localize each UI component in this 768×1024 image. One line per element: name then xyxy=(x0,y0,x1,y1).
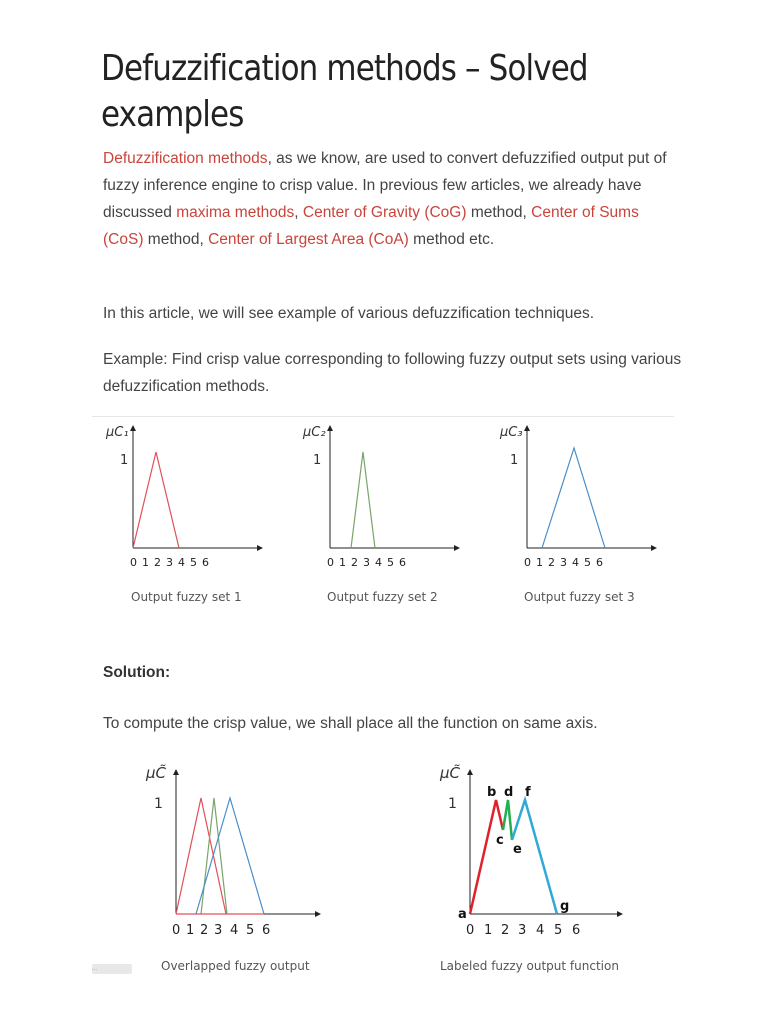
svg-text:3: 3 xyxy=(363,556,370,569)
svg-text:4: 4 xyxy=(536,923,545,938)
svg-text:6: 6 xyxy=(202,556,209,569)
y-axis-label: μC̃ xyxy=(440,764,461,782)
svg-text:2: 2 xyxy=(200,923,209,938)
caption-set-2: Output fuzzy set 2 xyxy=(327,590,438,604)
svg-text:2: 2 xyxy=(548,556,555,569)
intro-text-5: method etc. xyxy=(408,231,495,248)
svg-text:e: e xyxy=(513,842,522,857)
solution-heading: Solution: xyxy=(103,664,171,681)
triangle-set-3 xyxy=(196,798,264,914)
svg-text:0: 0 xyxy=(466,923,475,938)
caption-set-1: Output fuzzy set 1 xyxy=(131,590,242,604)
figure-output-set-2 xyxy=(297,418,477,613)
svg-text:1: 1 xyxy=(339,556,346,569)
svg-text:6: 6 xyxy=(399,556,406,569)
y-max-label: 1 xyxy=(120,453,129,468)
svg-text:g: g xyxy=(560,899,570,914)
svg-text:4: 4 xyxy=(572,556,579,569)
paragraph-intro-2: In this article, we will see example of various defuzzification techniques. xyxy=(103,305,595,322)
svg-text:1: 1 xyxy=(186,923,195,938)
svg-text:6: 6 xyxy=(596,556,603,569)
figure-output-set-1 xyxy=(100,418,280,613)
svg-text:2: 2 xyxy=(501,923,510,938)
svg-text:3: 3 xyxy=(518,923,527,938)
svg-text:6: 6 xyxy=(262,923,271,938)
svg-text:4: 4 xyxy=(178,556,185,569)
svg-text:0: 0 xyxy=(130,556,137,569)
svg-text:5: 5 xyxy=(246,923,255,938)
y-axis-label: μC₂ xyxy=(303,425,326,440)
triangle-set-3 xyxy=(542,448,605,548)
segment-red xyxy=(470,800,503,914)
svg-text:d: d xyxy=(504,785,514,800)
y-max-label: 1 xyxy=(154,796,163,812)
svg-text:3: 3 xyxy=(166,556,173,569)
svg-text:4: 4 xyxy=(230,923,239,938)
svg-text:5: 5 xyxy=(387,556,394,569)
caption-set-3: Output fuzzy set 3 xyxy=(524,590,635,604)
intro-text-1: , as we know, are used to convert defuzzified output put of fuzzy inference engine to crisp value. In previous few articles, we already have discussed xyxy=(103,150,667,221)
svg-text:3: 3 xyxy=(560,556,567,569)
article-title: Defuzzification methods – Solved examples xyxy=(101,48,588,136)
paragraph-solution: To compute the crisp value, we shall place all the function on same axis. xyxy=(103,715,598,732)
figure-overlapped-output xyxy=(140,758,330,980)
link-maxima-methods[interactable]: maxima methods xyxy=(176,204,295,221)
segment-blue xyxy=(512,800,557,914)
figure-labeled-output xyxy=(436,758,636,980)
intro-text-2: , xyxy=(294,204,303,221)
y-max-label: 1 xyxy=(448,796,457,812)
caption-labeled: Labeled fuzzy output function xyxy=(440,959,619,973)
intro-text-3: method, xyxy=(466,204,532,221)
svg-text:b: b xyxy=(487,785,497,800)
svg-text:2: 2 xyxy=(154,556,161,569)
divider xyxy=(92,416,674,417)
intro-paragraph xyxy=(103,145,683,253)
svg-text:1: 1 xyxy=(536,556,543,569)
svg-text:0: 0 xyxy=(172,923,181,938)
svg-text:3: 3 xyxy=(214,923,223,938)
triangle-set-1 xyxy=(133,452,179,548)
link-center-of-largest-area[interactable]: Center of Largest Area (CoA) xyxy=(208,231,409,248)
paragraph-example: Example: Find crisp value corresponding to following fuzzy output sets using various defuzzification methods. xyxy=(103,351,682,395)
y-max-label: 1 xyxy=(510,453,519,468)
svg-text:c: c xyxy=(496,833,504,848)
link-center-of-gravity[interactable]: Center of Gravity (CoG) xyxy=(302,204,467,221)
page-badge: ... xyxy=(92,964,132,974)
caption-overlapped: Overlapped fuzzy output xyxy=(161,959,310,973)
y-axis-label: μC₃ xyxy=(500,425,523,440)
svg-text:5: 5 xyxy=(554,923,563,938)
x-tick-labels xyxy=(524,556,603,569)
y-axis-label: μC₁ xyxy=(106,425,129,440)
link-center-of-sums[interactable]: Center of Sums (CoS) xyxy=(103,204,639,248)
svg-text:a: a xyxy=(458,907,467,922)
svg-text:f: f xyxy=(525,785,531,800)
x-tick-labels xyxy=(466,923,580,938)
svg-text:5: 5 xyxy=(584,556,591,569)
svg-text:1: 1 xyxy=(484,923,493,938)
svg-text:4: 4 xyxy=(375,556,382,569)
intro-text-4: method, xyxy=(143,231,209,248)
svg-text:0: 0 xyxy=(327,556,334,569)
link-defuzzification-methods[interactable]: Defuzzification methods xyxy=(103,150,268,167)
triangle-set-2 xyxy=(351,452,375,548)
y-axis-label: μC̃ xyxy=(146,764,167,782)
svg-text:5: 5 xyxy=(190,556,197,569)
svg-text:6: 6 xyxy=(572,923,581,938)
svg-text:0: 0 xyxy=(524,556,531,569)
x-tick-labels xyxy=(130,556,209,569)
svg-text:1: 1 xyxy=(142,556,149,569)
y-max-label: 1 xyxy=(313,453,322,468)
svg-text:2: 2 xyxy=(351,556,358,569)
figure-output-set-3 xyxy=(494,418,674,613)
x-tick-labels xyxy=(172,923,270,938)
segment-green xyxy=(503,800,512,840)
x-tick-labels xyxy=(327,556,406,569)
